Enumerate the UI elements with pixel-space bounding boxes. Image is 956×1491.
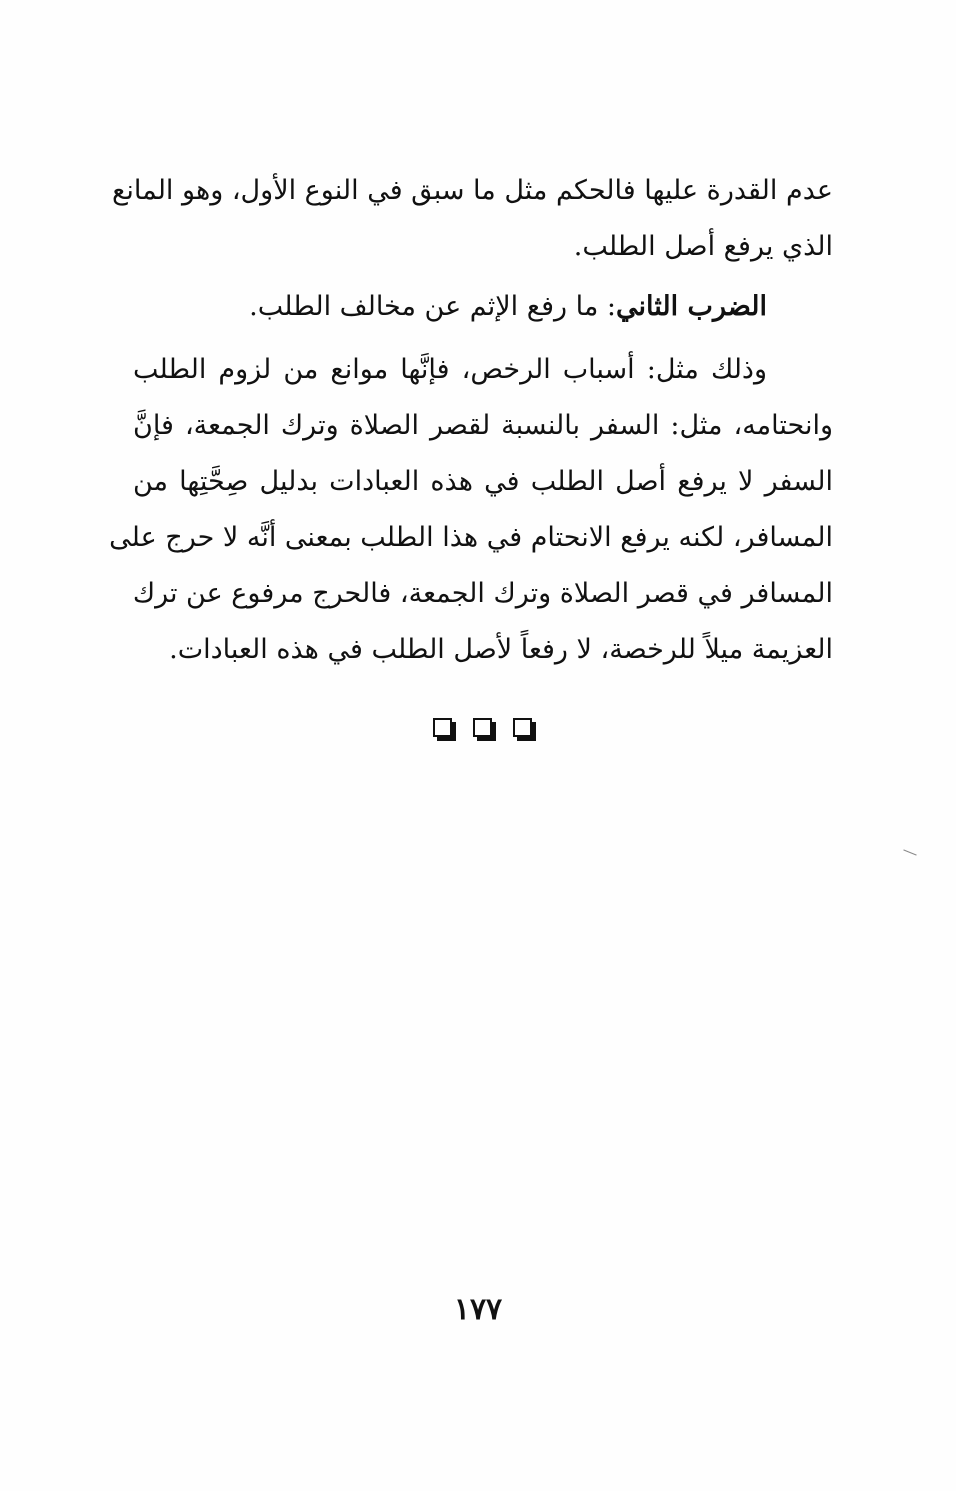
text-line: الذي يرفع أصل الطلب. bbox=[573, 231, 833, 262]
square-dingbat-icon bbox=[513, 718, 537, 742]
square-dingbat-icon bbox=[473, 718, 497, 742]
subheading-line bbox=[133, 279, 833, 335]
square-dingbat-icon bbox=[433, 718, 457, 742]
text-line: السفر لا يرفع أصل الطلب في هذه العبادات بدليل صِحَّتِها من bbox=[133, 466, 833, 497]
subheading-text: : ما رفع الإثم عن مخالف الطلب. bbox=[249, 291, 617, 322]
text-line: عدم القدرة عليها فالحكم مثل ما سبق في النوع الأول، وهو المانع bbox=[111, 175, 833, 206]
subheading bbox=[133, 279, 833, 335]
text-line: وانحتامه، مثل: السفر بالنسبة لقصر الصلاة وترك الجمعة، فإنَّ bbox=[133, 410, 833, 441]
subheading-label: الضرب الثاني bbox=[616, 291, 767, 322]
text-line: المسافر في قصر الصلاة وترك الجمعة، فالحرج مرفوع عن ترك bbox=[132, 578, 833, 609]
text-line: العزيمة ميلاً للرخصة، لا رفعاً لأصل الطلب في هذه العبادات. bbox=[169, 634, 833, 665]
text-line: المسافر، لكنه يرفع الانحتام في هذا الطلب بمعنى أنَّه لا حرج على bbox=[109, 522, 833, 553]
text-line: وذلك مثل: أسباب الرخص، فإنَّها موانع من لزوم الطلب bbox=[133, 354, 767, 385]
paragraph-main bbox=[109, 342, 833, 678]
section-end-ornament bbox=[433, 715, 537, 745]
page-number: ١٧٧ bbox=[453, 1292, 503, 1327]
paragraph-continuation bbox=[111, 163, 833, 275]
scan-artifact bbox=[903, 849, 916, 855]
